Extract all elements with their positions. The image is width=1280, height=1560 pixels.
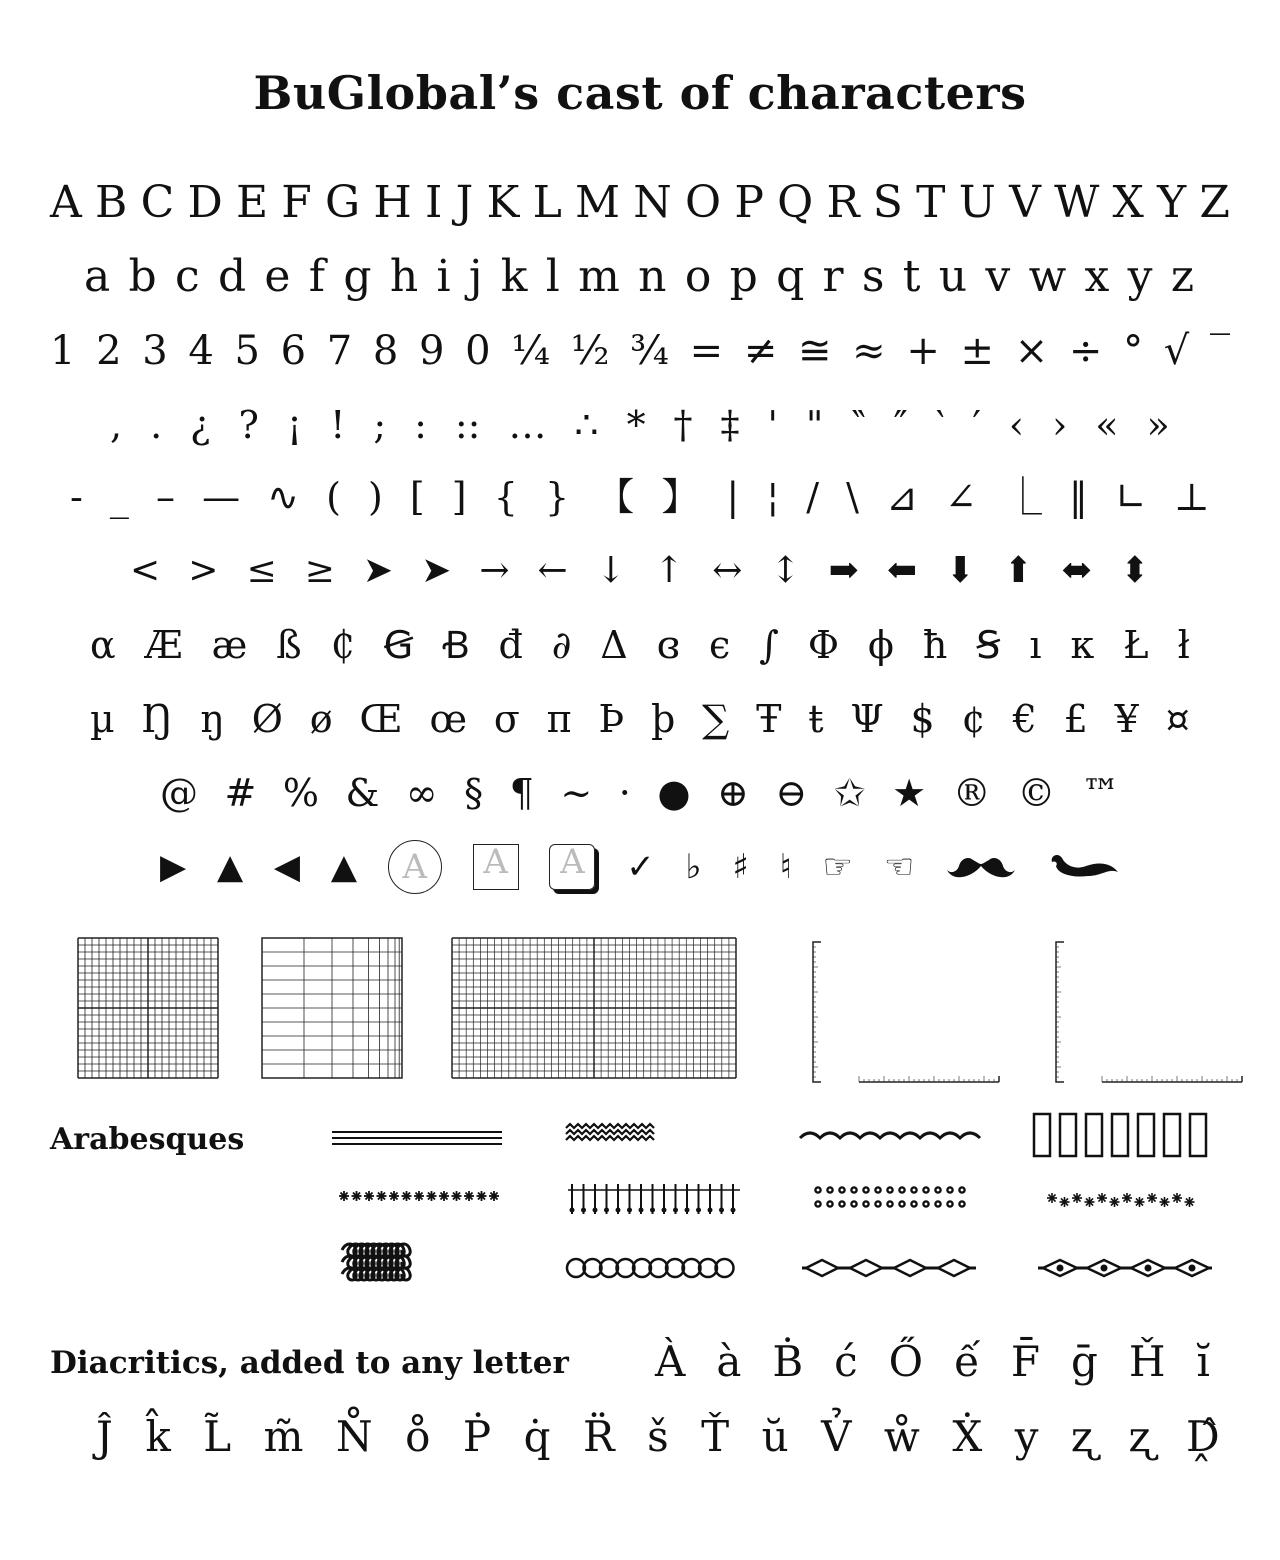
glyph: / — [806, 475, 820, 519]
glyph: ħ — [922, 623, 948, 667]
glyph: , — [110, 403, 123, 447]
glyph: ⊥ — [1173, 475, 1210, 519]
glyph: « — [1095, 403, 1119, 447]
glyph: } — [544, 475, 570, 519]
special-letters-row-a — [90, 614, 1190, 676]
glyph: l — [545, 251, 560, 302]
glyph: F — [281, 177, 312, 228]
glyph: … — [508, 403, 547, 447]
glyph: ‾ — [1209, 328, 1230, 374]
glyph: B — [95, 177, 128, 228]
glyph: a — [84, 251, 111, 302]
glyph: ¢ — [961, 697, 986, 741]
glyph: q̇ — [523, 1411, 551, 1461]
glyph: ⬌ — [1061, 550, 1092, 591]
glyph: 】 — [661, 475, 700, 519]
glyph: 4 — [188, 328, 214, 374]
glyph: u — [938, 251, 968, 302]
glyph: ϕ — [868, 623, 894, 667]
glyph: 3 — [142, 328, 168, 374]
glyph: ≠ — [743, 328, 778, 374]
glyph: V̉ — [821, 1411, 852, 1461]
glyph: \ — [846, 475, 859, 519]
glyph: Ĵ — [96, 1411, 113, 1461]
glyph: U — [958, 177, 996, 228]
dingbat-glyph: ▲ — [216, 847, 244, 887]
glyph: Ṗ — [462, 1411, 492, 1461]
glyph: O — [685, 177, 722, 228]
glyph: © — [1017, 771, 1056, 815]
glyph: H — [373, 177, 412, 228]
glyph: Δ — [600, 623, 628, 667]
diacritics-label: Diacritics, added to any letter — [50, 1345, 569, 1381]
glyph: £ — [1063, 697, 1088, 741]
dashes-brackets-row — [70, 466, 1210, 528]
glyph: ¦ — [766, 475, 780, 519]
glyph: ! — [330, 403, 346, 447]
zigzag-rule — [566, 1124, 654, 1140]
sharp-icon: ♯ — [732, 847, 749, 887]
glyph: √ — [1163, 328, 1190, 374]
glyph: Ḃ — [772, 1336, 804, 1386]
glyph: ½ — [570, 328, 610, 374]
diacritics-row-2 — [96, 1404, 1220, 1468]
glyph: ḡ — [1071, 1336, 1098, 1386]
diamond-rule — [802, 1260, 976, 1276]
glyph: → — [479, 550, 510, 591]
glyph: g — [343, 251, 372, 302]
glyph: Ŧ — [756, 697, 782, 741]
keycap-letter: A — [549, 844, 595, 890]
scroll-rule — [342, 1244, 410, 1280]
glyph: ∿ — [267, 475, 299, 519]
glyph: × — [1014, 328, 1049, 374]
double-rule — [332, 1132, 502, 1144]
glyph: à — [716, 1336, 742, 1386]
glyph: N̊ — [335, 1411, 373, 1461]
glyph: r — [822, 251, 844, 302]
glyph: ć — [834, 1336, 858, 1386]
glyph: . — [150, 403, 163, 447]
dingbat-glyph: ▶ — [160, 847, 187, 887]
glyph: ∠ — [944, 475, 977, 519]
flower-rule — [814, 1186, 966, 1208]
page-title: BuGlobal’s cast of characters — [253, 66, 1027, 120]
graph-paper-panel — [0, 930, 1280, 1090]
glyph: i — [436, 251, 451, 302]
arabesques-label: Arabesques — [50, 1122, 245, 1157]
glyph: = — [689, 328, 724, 374]
flat-icon: ♭ — [685, 847, 702, 887]
glyph: W — [1054, 177, 1100, 228]
glyph: Ψ — [850, 697, 884, 741]
glyph: ] — [451, 475, 467, 519]
glyph: ɞ — [656, 623, 680, 667]
axis-frame-left — [813, 942, 999, 1082]
glyph: " — [805, 403, 824, 447]
glyph: σ — [493, 697, 520, 741]
check-icon: ✓ — [626, 847, 655, 887]
glyph: ø — [309, 697, 333, 741]
glyph: c — [175, 251, 200, 302]
glyph: † — [673, 403, 693, 447]
glyph: ↕ — [770, 550, 801, 591]
wide-grid — [452, 938, 736, 1078]
glyph: є — [708, 623, 731, 667]
glyph: ™ — [1081, 771, 1120, 815]
glyph: q — [776, 251, 805, 302]
glyph: € — [1012, 697, 1037, 741]
glyph: K — [486, 177, 520, 228]
glyph: » — [1146, 403, 1170, 447]
glyph: p — [729, 251, 758, 302]
glyph: ← — [537, 550, 568, 591]
glyph: $ — [910, 697, 935, 741]
glyph: D — [187, 177, 223, 228]
glyph: Æ — [144, 623, 183, 667]
glyph: œ — [429, 697, 468, 741]
glyph: ‖ — [1068, 475, 1088, 519]
glyph: ‹ — [1008, 403, 1025, 447]
glyph: b — [128, 251, 157, 302]
mustache-icon — [945, 852, 1017, 882]
glyph: 8 — [372, 328, 399, 374]
glyph: m — [578, 251, 620, 302]
glyph: R̈ — [582, 1411, 615, 1461]
glyph: M — [575, 177, 621, 228]
glyph: S — [872, 177, 903, 228]
glyph: Q — [777, 177, 814, 228]
glyph: ¤ — [1165, 697, 1190, 741]
axis-frame-right — [1056, 942, 1242, 1082]
glyph: j — [468, 251, 483, 302]
glyph: ŧ — [808, 697, 824, 741]
glyph: :: — [454, 403, 481, 447]
glyph: 1 — [50, 328, 76, 374]
glyph: T — [916, 177, 946, 228]
glyph: ¾ — [630, 328, 669, 374]
glyph: đ — [498, 623, 523, 667]
uppercase-row — [50, 172, 1230, 234]
glyph: Ḓ̂ — [1186, 1411, 1220, 1461]
glyph: Ẋ — [952, 1411, 983, 1461]
glyph: ‶ — [851, 403, 866, 447]
glyph: R — [826, 177, 860, 228]
glyph: & — [345, 771, 380, 815]
glyph: ß — [276, 623, 302, 667]
glyph: k̂ — [145, 1411, 171, 1461]
glyph: ʐ — [1070, 1411, 1097, 1461]
glyph: µ — [90, 697, 115, 741]
glyph: Ȟ — [1128, 1336, 1166, 1386]
glyph: ‡ — [720, 403, 740, 447]
glyph: 7 — [326, 328, 353, 374]
box-rule — [1034, 1114, 1206, 1156]
glyph: À — [655, 1336, 686, 1386]
glyph: α — [90, 623, 116, 667]
asterisk-rule — [339, 1191, 499, 1201]
glyph: ≅ — [797, 328, 832, 374]
glyph: ¡ — [286, 403, 303, 447]
glyph: ế — [954, 1336, 980, 1386]
glyph: ⬇ — [945, 550, 976, 591]
mustache-curl-icon — [1048, 852, 1120, 882]
glyph: ⊕ — [717, 771, 749, 815]
glyph: < — [130, 550, 161, 591]
natural-icon: ♮ — [779, 847, 792, 887]
glyph: – — [156, 475, 175, 519]
boxed-letter: A — [473, 844, 519, 890]
symbols-row — [160, 762, 1120, 824]
glyph: æ — [211, 623, 248, 667]
glyph: ẘ — [883, 1411, 920, 1461]
chain-rule — [567, 1259, 734, 1277]
glyph: X — [1112, 177, 1144, 228]
glyph: ĭ — [1196, 1336, 1210, 1386]
glyph: I — [425, 177, 443, 228]
glyph: ₵ — [330, 623, 355, 667]
glyph: § — [464, 771, 484, 815]
glyph: π — [546, 697, 572, 741]
glyph: m̃ — [263, 1411, 304, 1461]
glyph: ★ — [892, 771, 927, 815]
glyph: % — [282, 771, 320, 815]
glyph: ‵ — [935, 403, 945, 447]
glyph: d — [217, 251, 247, 302]
glyph: C — [140, 177, 175, 228]
glyph: þ — [650, 697, 676, 741]
glyph: ● — [657, 771, 691, 815]
glyph: Ť — [701, 1411, 730, 1461]
glyph: G — [325, 177, 361, 228]
glyph: ∞ — [405, 771, 438, 815]
glyph: _ — [109, 475, 129, 519]
numerals-row — [50, 320, 1230, 382]
glyph: ⊿ — [885, 475, 918, 519]
glyph: ) — [367, 475, 383, 519]
glyph: x — [1084, 251, 1110, 302]
glyph: z — [1170, 251, 1194, 302]
glyph: L̃ — [203, 1411, 232, 1461]
dingbat-glyph: ◀ — [273, 847, 301, 887]
dingbat-glyph: ▲ — [330, 847, 358, 887]
circled-letter: A — [388, 840, 442, 894]
diacritics-row-1 — [655, 1330, 1210, 1392]
glyph: Y — [1157, 177, 1187, 228]
glyph: f — [308, 251, 326, 302]
glyph: t — [902, 251, 921, 302]
glyph: ′ — [972, 403, 981, 447]
glyph: N — [633, 177, 672, 228]
glyph: ® — [952, 771, 991, 815]
glyph: ¼ — [511, 328, 551, 374]
glyph: ✩ — [833, 771, 866, 815]
glyph: › — [1052, 403, 1068, 447]
glyph: ł — [1177, 623, 1190, 667]
glyph: E — [235, 177, 269, 228]
special-letters-row-b — [90, 688, 1190, 750]
glyph: > — [188, 550, 219, 591]
glyph: ∂ — [551, 623, 572, 667]
glyph: k — [500, 251, 528, 302]
glyph: ¿ — [190, 403, 211, 447]
lowercase-row — [84, 246, 1194, 308]
glyph: + — [906, 328, 940, 374]
glyph: ∑ — [702, 697, 730, 741]
glyph: — — [202, 475, 241, 519]
glyph: ( — [326, 475, 341, 519]
glyph: ⊖ — [775, 771, 808, 815]
glyph: * — [626, 403, 646, 447]
glyph: 【 — [596, 475, 635, 519]
glyph: š — [647, 1411, 669, 1461]
glyph: - — [70, 475, 83, 519]
glyph: y — [1127, 251, 1153, 302]
glyph: ± — [960, 328, 995, 374]
glyph: Ꞗ — [442, 623, 470, 667]
glyph: 6 — [280, 328, 307, 374]
glyph: ¥ — [1114, 697, 1139, 741]
glyph: ⬅ — [886, 550, 918, 591]
glyph: 2 — [96, 328, 122, 374]
glyph: ➤ — [421, 550, 452, 591]
pointing-right-icon: ☞ — [822, 847, 854, 887]
glyph: Ꞡ — [383, 623, 414, 667]
glyph: F̄ — [1010, 1336, 1041, 1386]
glyph: ; — [373, 403, 387, 447]
star-rule — [1047, 1193, 1195, 1207]
glyph: o — [684, 251, 712, 302]
glyph: y — [1014, 1411, 1039, 1461]
wave-rule — [800, 1133, 980, 1138]
glyph: ı — [1029, 623, 1042, 667]
coarse-grid — [262, 938, 402, 1078]
fine-grid — [78, 938, 218, 1078]
glyph: Ŋ — [141, 697, 174, 741]
glyph: v — [985, 251, 1011, 302]
glyph: ʐ — [1128, 1411, 1154, 1461]
glyph: Þ — [598, 697, 625, 741]
glyph: h — [389, 251, 419, 302]
glyph: ≥ — [304, 550, 335, 591]
glyph: J — [455, 177, 474, 228]
glyph: ⬆ — [1003, 550, 1034, 591]
glyph: ≤ — [246, 550, 277, 591]
glyph: { — [493, 475, 518, 519]
glyph: ÷ — [1068, 328, 1103, 374]
glyph: Ø — [251, 697, 283, 741]
glyph: ″ — [893, 403, 908, 447]
glyph: · — [618, 771, 631, 815]
glyph: [ — [409, 475, 425, 519]
pointing-left-icon: ☜ — [883, 847, 915, 887]
glyph: Ő — [888, 1336, 924, 1386]
glyph: ⎿ — [1003, 475, 1042, 519]
glyph: ↓ — [595, 550, 626, 591]
glyph: ∴ — [574, 403, 599, 447]
glyph: w — [1028, 251, 1067, 302]
glyph: Z — [1199, 177, 1230, 228]
glyph: # — [224, 771, 257, 815]
glyph: e — [264, 251, 291, 302]
glyph: 0 — [465, 328, 491, 374]
glyph: Φ — [807, 623, 840, 667]
glyph: ŋ — [200, 697, 225, 741]
glyph: ≈ — [852, 328, 886, 374]
glyph: n — [638, 251, 667, 302]
glyph: Œ — [359, 697, 403, 741]
glyph: 5 — [234, 328, 260, 374]
glyph: ➤ — [362, 550, 394, 591]
glyph: ↑ — [653, 550, 685, 591]
dagger-rule — [568, 1184, 740, 1214]
glyph: ' — [767, 403, 778, 447]
eye-diamond-rule — [1038, 1260, 1212, 1276]
dingbats-row — [160, 836, 1120, 898]
glyph: ↔ — [712, 550, 743, 591]
glyph: ∟ — [1115, 475, 1147, 519]
glyph: A — [50, 177, 82, 228]
glyph: : — [414, 403, 427, 447]
glyph: ? — [238, 403, 259, 447]
arabesques-panel — [320, 1100, 1240, 1310]
punctuation-row — [110, 394, 1170, 456]
glyph: @ — [160, 771, 198, 815]
glyph: L — [532, 177, 562, 228]
glyph: Ł — [1123, 623, 1149, 667]
glyph: V — [1009, 177, 1041, 228]
glyph: Ꞩ — [976, 623, 1001, 667]
glyph: | — [726, 475, 740, 519]
glyph: κ — [1070, 623, 1095, 667]
glyph: o̊ — [405, 1411, 431, 1461]
glyph: ¶ — [509, 771, 534, 815]
glyph: ⬍ — [1119, 550, 1150, 591]
glyph: ~ — [560, 771, 593, 815]
arrows-row — [130, 540, 1150, 602]
glyph: ° — [1123, 328, 1144, 374]
glyph: ŭ — [761, 1411, 789, 1461]
glyph: P — [734, 177, 764, 228]
glyph: s — [861, 251, 885, 302]
glyph: 9 — [419, 328, 445, 374]
glyph: ∫ — [759, 623, 779, 667]
glyph: ➡ — [828, 550, 859, 591]
